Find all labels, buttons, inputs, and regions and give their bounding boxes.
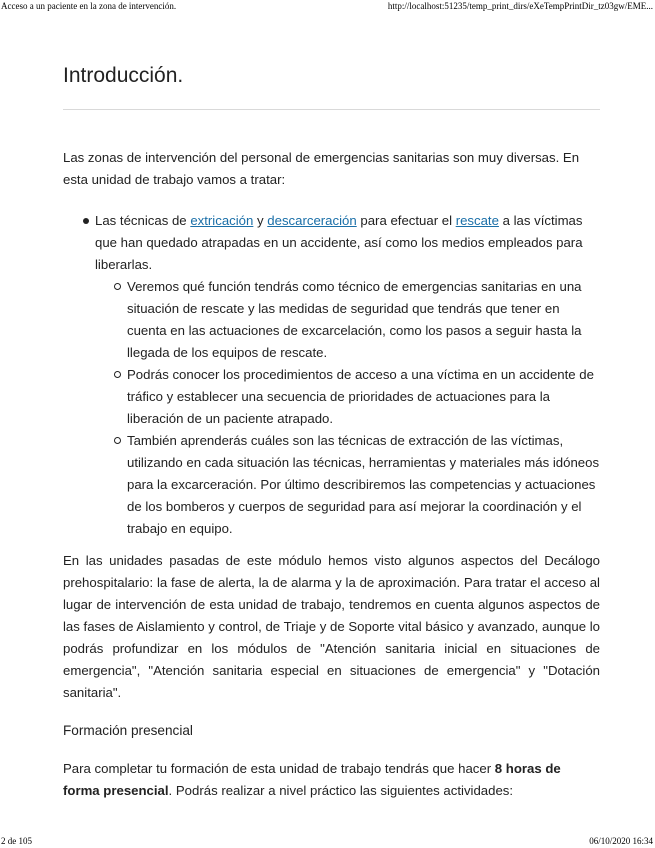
closing-emphasis: 8 horas de forma presencial [63, 761, 561, 798]
context-paragraph: En las unidades pasadas de este módulo hemos visto algunos aspectos del Decálogo prehospitalario: la fase de alerta, la de alarma y la de aproximación. Para tratar el acceso al lugar de intervención de esta unidad de trabajo, tendremos en cuenta algunos aspectos de las fases de Aislamiento y control, de Triaje y de Soporte vital básico y avanzado, aunque lo podrás profundizar en los módulos de "Atención sanitaria inicial en situaciones de emergencia", "Atención sanitaria especial en situaciones de emergencia" y "Dotación sanitaria". [63, 553, 600, 700]
print-datetime: 06/10/2020 16:34 [589, 836, 653, 846]
print-header-title: Acceso a un paciente en la zona de intervención. [1, 1, 177, 11]
title-divider [63, 109, 600, 110]
sub-list-item: Veremos qué función tendrás como técnico de emergencias sanitarias en una situación de rescate y las medidas de seguridad que tendrás que tener en cuenta en las actuaciones de excarcelación, como los pasos a seguir hasta la llegada de los equipos de rescate. [127, 276, 600, 364]
page-title: Introducción. [63, 64, 184, 87]
print-header-url: http://localhost:51235/temp_print_dirs/eXeTempPrintDir_tz03gw/EME... [387, 1, 653, 11]
list-item-text: Las técnicas de [95, 213, 191, 228]
topics-list [63, 210, 600, 540]
print-footer [0, 834, 655, 848]
glossary-link-rescate[interactable]: rescate [455, 213, 499, 228]
closing-paragraph [63, 758, 600, 802]
section-heading: Formación presencial [63, 723, 193, 738]
sub-list-item: Podrás conocer los procedimientos de acceso a una víctima en un accidente de tráfico y establecer una secuencia de prioridades de actuaciones para la liberación de un paciente atrapado. [127, 364, 600, 430]
intro-paragraph: Las zonas de intervención del personal de emergencias sanitarias son muy diversas. En esta unidad de trabajo vamos a tratar: [63, 150, 580, 187]
list-item-text: para efectuar el [356, 213, 456, 228]
sub-list-item: También aprenderás cuáles son las técnicas de extracción de las víctimas, utilizando en cada situación las técnicas, herramientas y materiales más idóneos para la excarceración. Por último describiremos las competencias y actuaciones de los bomberos y cuerpos de seguridad para así mejorar la coordinación y el trabajo en equipo. [127, 430, 600, 540]
list-item-text: y [253, 213, 268, 228]
glossary-link-extricacion[interactable]: extricación [190, 213, 254, 228]
page-counter: 2 de 105 [1, 836, 32, 846]
main-content [63, 147, 600, 802]
list-item [95, 210, 600, 540]
closing-text: Para completar tu formación de esta unidad de trabajo tendrás que hacer [63, 761, 495, 776]
sub-topics-list [95, 276, 600, 540]
glossary-link-descarceracion[interactable]: descarceración [267, 213, 357, 228]
print-header [0, 0, 655, 12]
closing-text: . Podrás realizar a nivel práctico las siguientes actividades: [168, 783, 514, 798]
list-item-text: a las víctimas que han quedado atrapadas en un accidente, así como los medios empleados para liberarlas. [95, 213, 583, 272]
